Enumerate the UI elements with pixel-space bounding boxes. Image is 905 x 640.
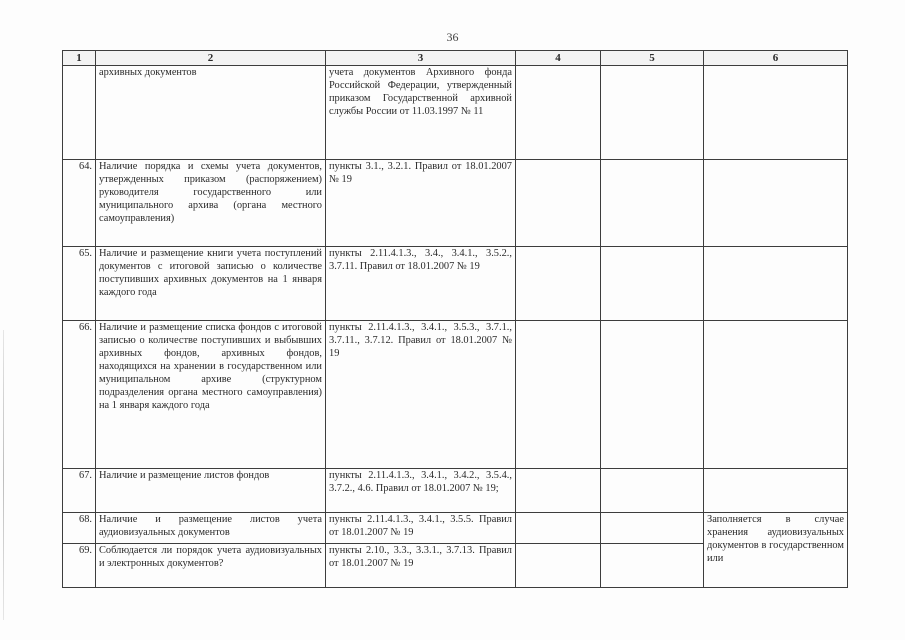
row-number: 65. xyxy=(63,247,96,321)
header-row xyxy=(63,51,848,66)
note-cell xyxy=(704,321,848,469)
requirement-cell: Наличие порядка и схемы учета документов, утвержденных приказом (распоряжением) руководителя государственного или муниципального архива (органа местного самоуправления) xyxy=(96,160,326,247)
requirement-cell: Наличие и размещение книги учета поступлений документов с итоговой записью о количестве поступивших архивных документов на 1 января каждого года xyxy=(96,247,326,321)
reference-cell: пункты 2.11.4.1.3., 3.4., 3.4.1., 3.5.2., 3.7.11. Правил от 18.01.2007 № 19 xyxy=(326,247,516,321)
note-cell: Заполняется в случае хранения аудиовизуальных документов в государственном или xyxy=(704,513,848,588)
row-number: 68. xyxy=(63,513,96,544)
table-row xyxy=(63,247,848,321)
empty-cell xyxy=(601,247,704,321)
header-cell-5: 5 xyxy=(601,51,704,66)
note-cell xyxy=(704,469,848,513)
empty-cell xyxy=(516,247,601,321)
header-cell-3: 3 xyxy=(326,51,516,66)
header-cell-4: 4 xyxy=(516,51,601,66)
reference-cell: пункты 2.11.4.1.3., 3.4.1., 3.4.2., 3.5.4., 3.7.2., 4.6. Правил от 18.01.2007 № 19; xyxy=(326,469,516,513)
requirement-cell: архивных документов xyxy=(96,66,326,160)
empty-cell xyxy=(601,160,704,247)
empty-cell xyxy=(516,66,601,160)
empty-cell xyxy=(601,66,704,160)
note-cell xyxy=(704,160,848,247)
reference-cell: пункты 2.11.4.1.3., 3.4.1., 3.5.5. Правил от 18.01.2007 № 19 xyxy=(326,513,516,544)
requirement-cell: Наличие и размещение листов фондов xyxy=(96,469,326,513)
empty-cell xyxy=(516,160,601,247)
empty-cell xyxy=(516,469,601,513)
table-row xyxy=(63,160,848,247)
inspection-table xyxy=(62,50,848,588)
row-number: 67. xyxy=(63,469,96,513)
empty-cell xyxy=(601,321,704,469)
header-cell-6: 6 xyxy=(704,51,848,66)
reference-cell: пункты 3.1., 3.2.1. Правил от 18.01.2007 № 19 xyxy=(326,160,516,247)
empty-cell xyxy=(516,544,601,588)
note-cell xyxy=(704,66,848,160)
table-row xyxy=(63,513,848,544)
requirement-cell: Наличие и размещение листов учета аудиовизуальных документов xyxy=(96,513,326,544)
header-cell-1: 1 xyxy=(63,51,96,66)
row-number: 64. xyxy=(63,160,96,247)
empty-cell xyxy=(516,513,601,544)
table-row xyxy=(63,469,848,513)
reference-cell: учета документов Архивного фонда Российской Федерации, утвержденный приказом Государственной архивной службы России от 11.03.1997 № 11 xyxy=(326,66,516,160)
header-cell-2: 2 xyxy=(96,51,326,66)
requirement-cell: Наличие и размещение списка фондов с итоговой записью о количестве поступивших и выбывших архивных фондов, архивных фондов, находящихся на хранении в государственном или муниципальном архиве (структурном подразделения органа местного самоуправления) на 1 января каждого года xyxy=(96,321,326,469)
requirement-cell: Соблюдается ли порядок учета аудиовизуальных и электронных документов? xyxy=(96,544,326,588)
row-number: 69. xyxy=(63,544,96,588)
empty-cell xyxy=(601,469,704,513)
note-cell xyxy=(704,247,848,321)
reference-cell: пункты 2.10., 3.3., 3.3.1., 3.7.13. Правил от 18.01.2007 № 19 xyxy=(326,544,516,588)
table-row xyxy=(63,66,848,160)
reference-cell: пункты 2.11.4.1.3., 3.4.1., 3.5.3., 3.7.1., 3.7.11., 3.7.12. Правил от 18.01.2007 № 19 xyxy=(326,321,516,469)
page-number: 36 xyxy=(446,30,459,44)
table-row xyxy=(63,321,848,469)
row-number: 66. xyxy=(63,321,96,469)
empty-cell xyxy=(601,544,704,588)
row-number xyxy=(63,66,96,160)
empty-cell xyxy=(516,321,601,469)
scan-edge-line xyxy=(3,330,4,620)
empty-cell xyxy=(601,513,704,544)
